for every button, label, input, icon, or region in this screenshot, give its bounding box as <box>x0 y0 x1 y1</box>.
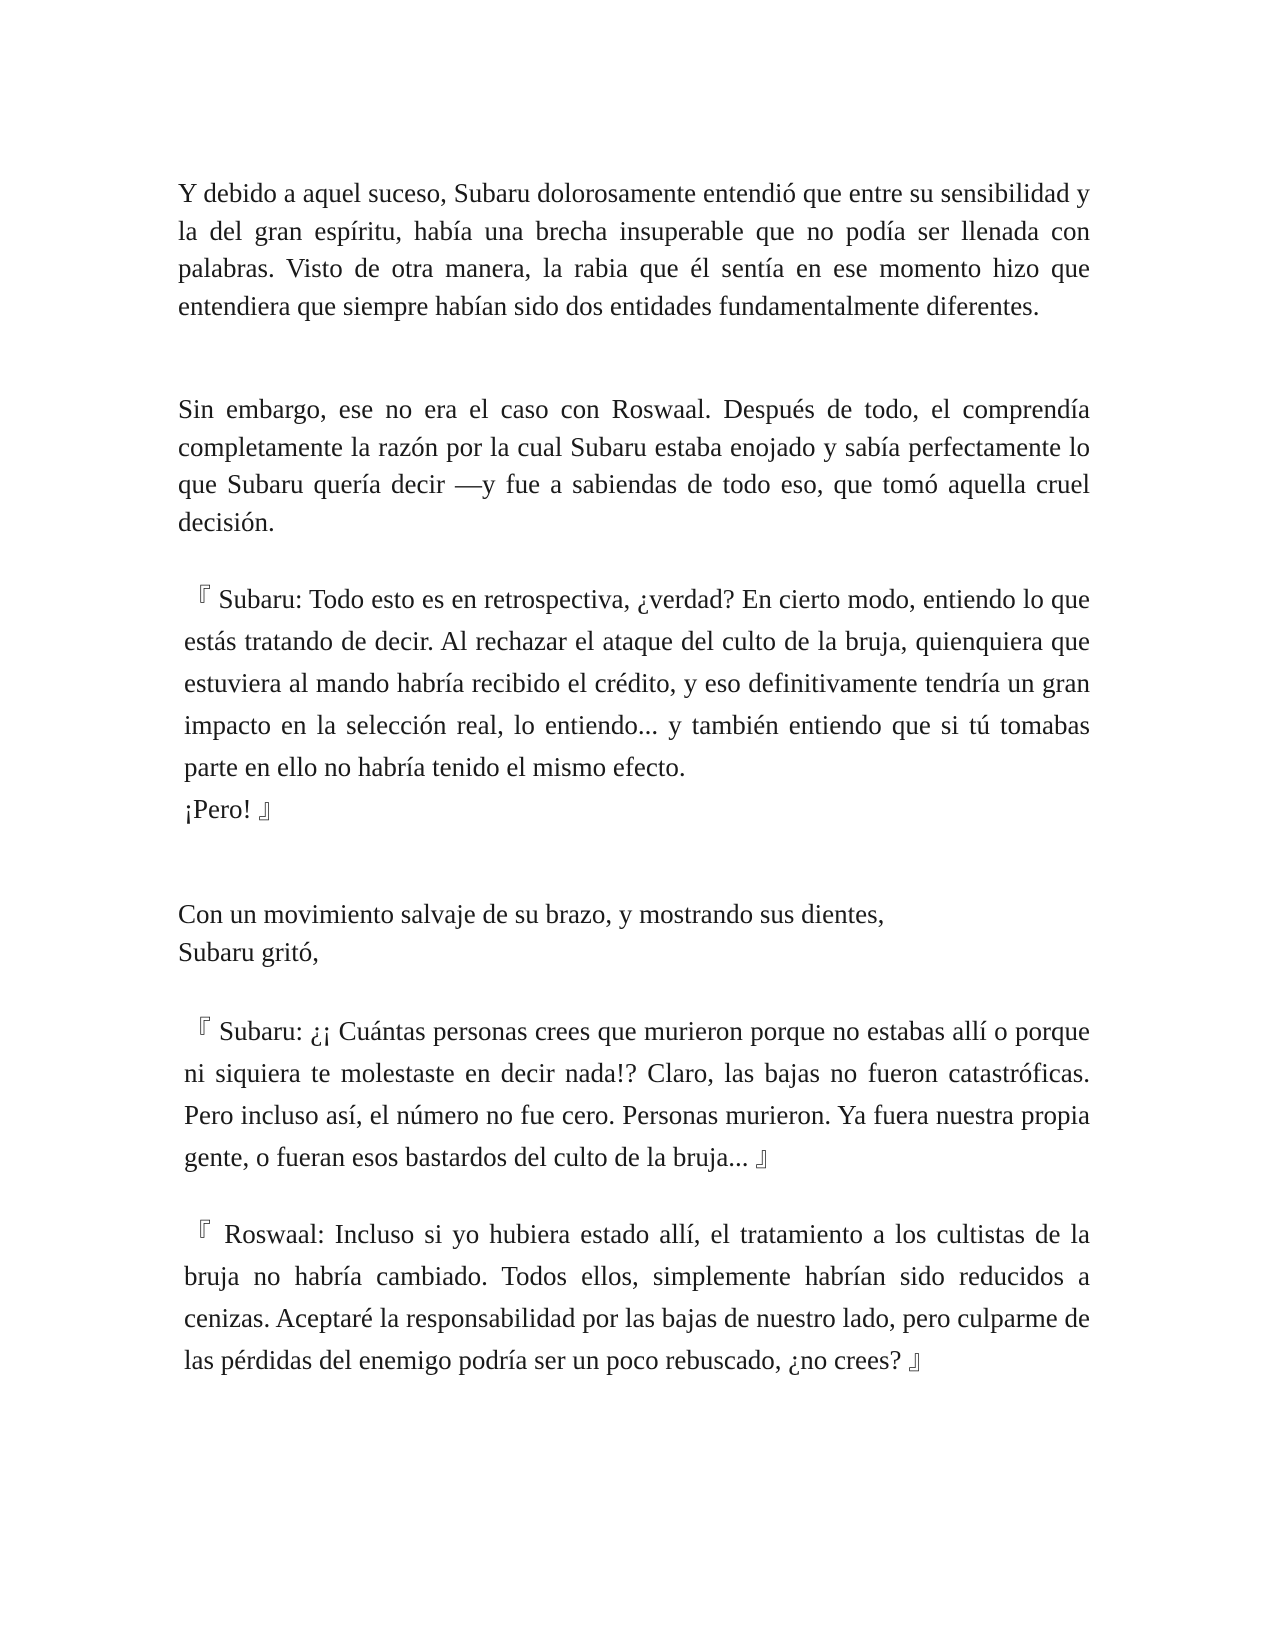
dialogue-tail: ¡Pero! 』 <box>184 794 286 824</box>
narration-line-2: Subaru gritó, <box>178 936 319 967</box>
narration-paragraph-1: Y debido a aquel suceso, Subaru dolorosamente entendió que entre su sensibilidad y la del gran espíritu, había una brecha insuperable que no podía ser llenada con palabras. Visto de otra manera, la rabia que él sentía en ese momento hizo que entendiera que siempre habían sido dos entidades fundamentalmente diferentes. <box>178 178 1090 321</box>
dialogue-subaru-1 <box>178 578 1090 830</box>
narration-paragraph-3 <box>178 896 1090 971</box>
dialogue-text: 『 Subaru: Todo esto es en retrospectiva, ¿verdad? En cierto modo, entiendo lo que estás tratando de decir. Al rechazar el ataque del culto de la bruja, quienquiera que estuviera al mando habría recibido el crédito, y eso definitivamente tendría un gran impacto en la selección real, lo entiendo... y también entiendo que si tú tomabas parte en ello no habría tenido el mismo efecto. <box>184 584 1090 782</box>
dialogue-subaru-2: 『 Subaru: ¿¡ Cuántas personas crees que murieron porque no estabas allí o porque ni siquiera te molestaste en decir nada!? Claro, las bajas no fueron catastróficas. Pero incluso así, el número no fue cero. Personas murieron. Ya fuera nuestra propia gente, o fueran esos bastardos del culto de la bruja... 』 <box>184 1016 1090 1172</box>
narration-paragraph-2: Sin embargo, ese no era el caso con Roswaal. Después de todo, el comprendía completamente la razón por la cual Subaru estaba enojado y sabía perfectamente lo que Subaru quería decir —y fue a sabiendas de todo eso, que tomó aquella cruel decisión. <box>178 394 1090 537</box>
narration-line-1: Con un movimiento salvaje de su brazo, y mostrando sus dientes, <box>178 899 885 929</box>
dialogue-roswaal: 『 Roswaal: Incluso si yo hubiera estado allí, el tratamiento a los cultistas de la bruja no habría cambiado. Todos ellos, simplemente habrían sido reducidos a cenizas. Aceptaré la responsabilidad por las bajas de nuestro lado, pero culparme de las pérdidas del enemigo podría ser un poco rebuscado, ¿no crees? 』 <box>184 1219 1090 1375</box>
